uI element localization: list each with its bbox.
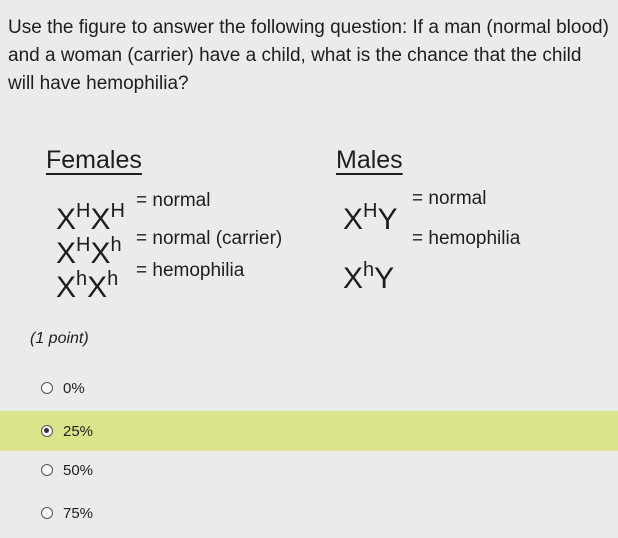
males-title: Males (336, 146, 403, 174)
option-75-percent[interactable] (0, 493, 618, 533)
male-label-hemophilia: = hemophilia (412, 228, 521, 249)
radio-button-selected[interactable] (41, 425, 53, 437)
radio-button[interactable] (41, 382, 53, 394)
female-genotype-carrier: $X^HX^h$ (56, 234, 122, 270)
question-text: Use the figure to answer the following question: If a man (normal blood) and a woman (carrier) have a child, what is the chance that the child will have hemophilia? (8, 17, 609, 94)
male-genotype-normal: $X^HY$ (343, 200, 398, 236)
option-0-percent[interactable] (0, 368, 618, 408)
female-label-carrier: = normal (carrier) (136, 228, 283, 249)
female-label-normal: = normal (136, 190, 211, 211)
female-genotype-normal: $X^HX^H$ (56, 200, 125, 236)
points-label: (1 point) (30, 330, 89, 347)
radio-button[interactable] (41, 507, 53, 519)
male-label-normal: = normal (412, 188, 487, 209)
option-label: 25% (63, 422, 94, 440)
option-25-percent[interactable] (0, 411, 618, 451)
option-50-percent[interactable] (0, 450, 618, 490)
male-genotype-hemophilia: $X^hY$ (343, 259, 395, 295)
option-label: 0% (63, 379, 85, 397)
radio-button[interactable] (41, 464, 53, 476)
option-label: 75% (63, 504, 94, 522)
option-label: 50% (63, 461, 94, 479)
females-title: Females (46, 146, 142, 174)
female-label-hemophilia: = hemophilia (136, 260, 245, 281)
female-genotype-hemophilia: $X^hX^h$ (56, 268, 119, 304)
